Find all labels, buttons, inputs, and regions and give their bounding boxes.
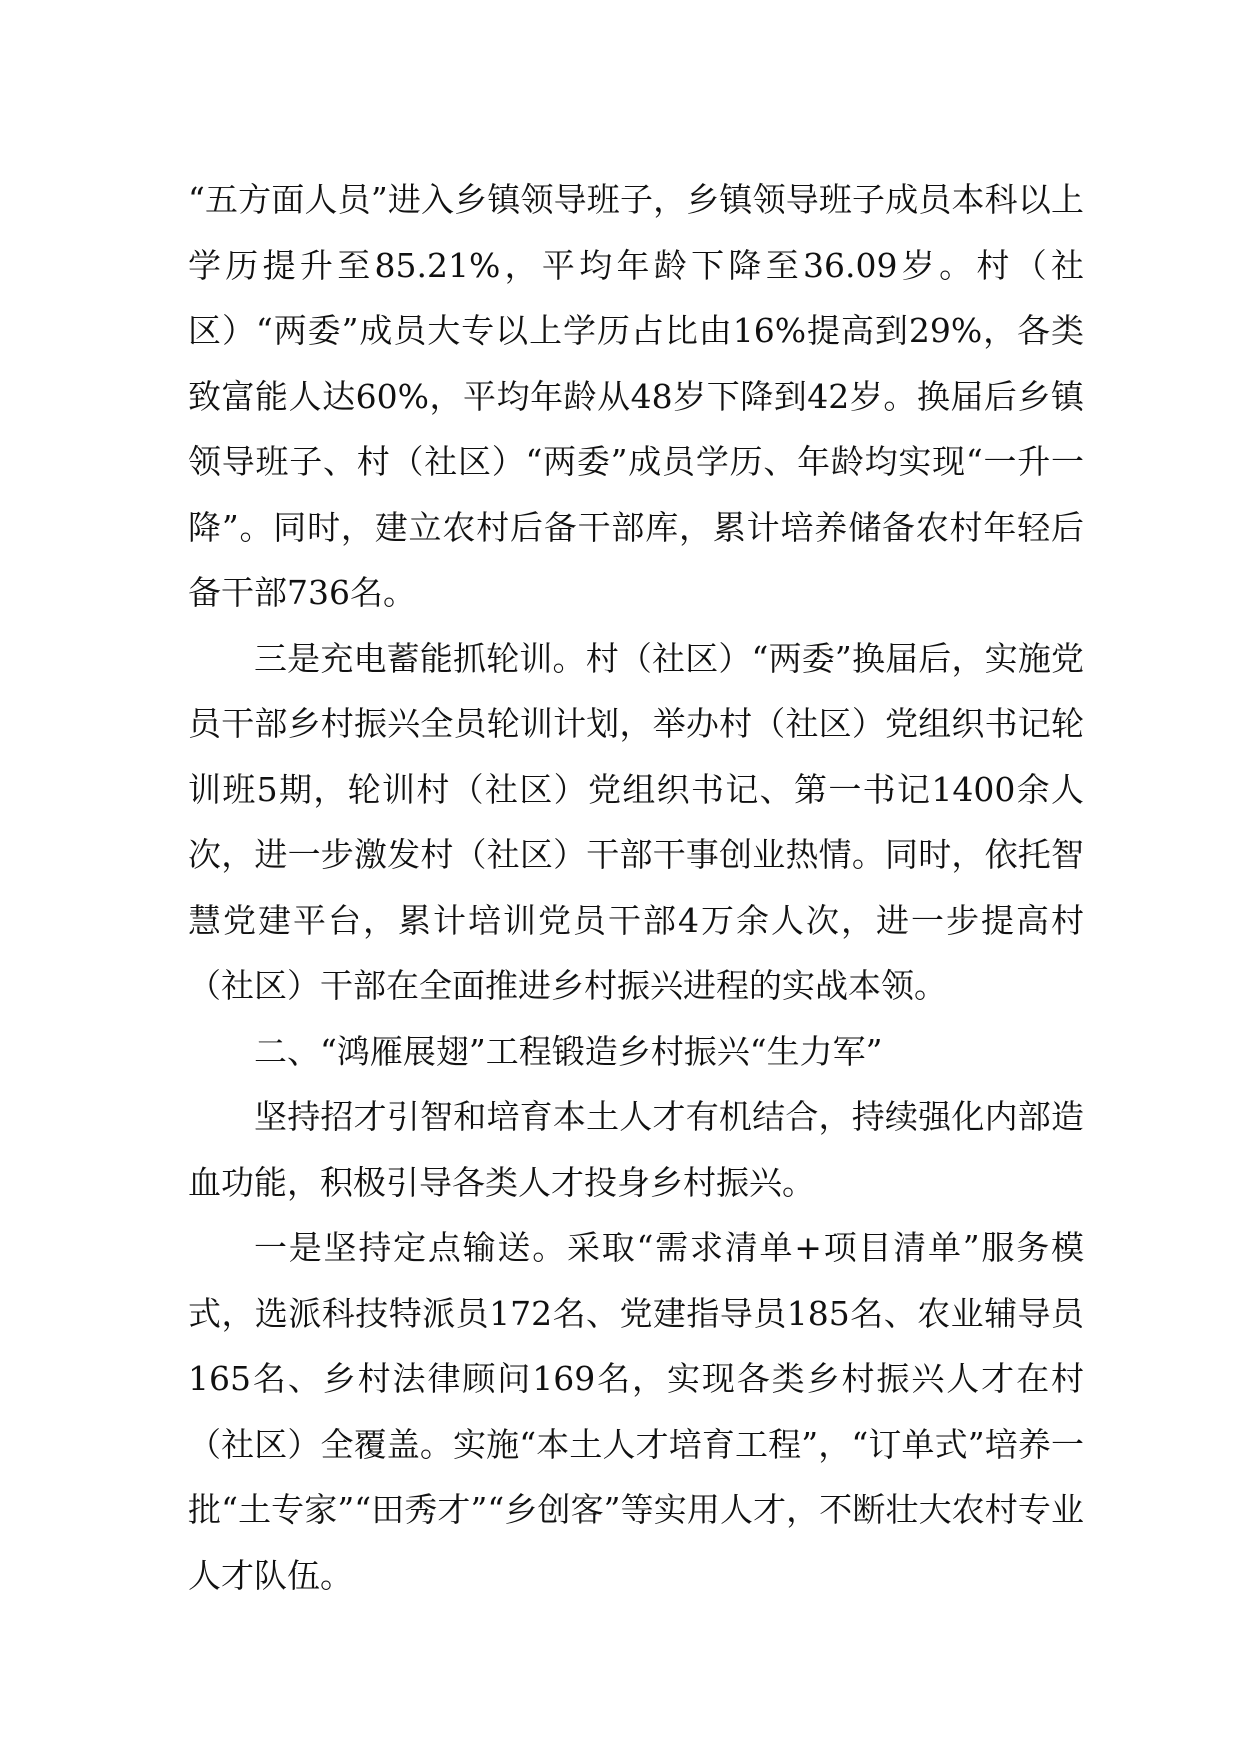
paragraph-targeted-delivery: 一是坚持定点输送。采取“需求清单+项目清单”服务模式，选派科技特派员172名、党建指导员185名、农业辅导员165名、乡村法律顾问169名，实现各类乡村振兴人才在村（社区）全覆盖。实施“本土人才培育工程”，“订单式”培养一批“土专家”“田秀才”“乡创客”等实用人才，不断壮大农村专业人才队伍。 (188, 1228, 1084, 1595)
paragraph-training: 三是充电蓄能抓轮训。村（社区）“两委”换届后，实施党员干部乡村振兴全员轮训计划，举办村（社区）党组织书记轮训班5期，轮训村（社区）党组织书记、第一书记1400余人次，进一步激发村（社区）干部干事创业热情。同时，依托智慧党建平台，累计培训党员干部4万余人次，进一步提高村（社区）干部在全面推进乡村振兴进程的实战本领。 (188, 638, 1084, 1005)
section-heading-hongyan: 二、“鸿雁展翅”工程锻造乡村振兴“生力军” (254, 1031, 883, 1071)
paragraph-talent-introduction: 坚持招才引智和培育本土人才有机结合，持续强化内部造血功能，积极引导各类人才投身乡村振兴。 (188, 1097, 1084, 1202)
document-body (188, 167, 1084, 1608)
paragraph-talent-statistics: “五方面人员”进入乡镇领导班子，乡镇领导班子成员本科以上学历提升至85.21%，平均年龄下降至36.09岁。村（社区）“两委”成员大专以上学历占比由16%提高到29%，各类致富能人达60%，平均年龄从48岁下降到42岁。换届后乡镇领导班子、村（社区）“两委”成员学历、年龄均实现“一升一降”。同时，建立农村后备干部库，累计培养储备农村年轻后备干部736名。 (188, 180, 1084, 612)
